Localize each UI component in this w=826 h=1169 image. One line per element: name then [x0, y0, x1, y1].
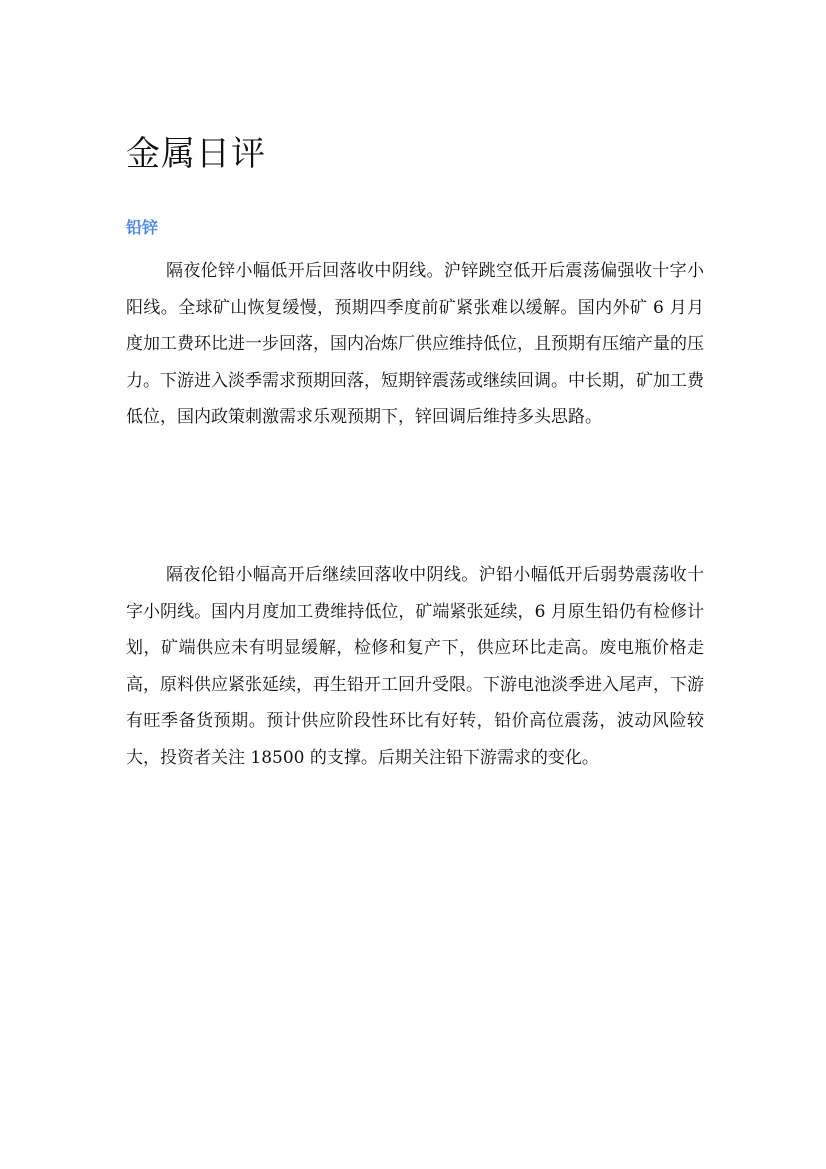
- paragraph-lead-commentary: 隔夜伦铅小幅高开后继续回落收中阴线。沪铅小幅低开后弱势震荡收十字小阴线。国内月度加工费维持低位，矿端紧张延续，6 月原生铅仍有检修计划，矿端供应未有明显缓解，检修和复产下，供应环比走高。废电瓶价格走高，原料供应紧张延续，再生铅开工回升受限。下游电池淡季进入尾声，下游有旺季备货预期。预计供应阶段性环比有好转，铅价高位震荡，波动风险较大，投资者关注 18500 的支撑。后期关注铅下游需求的变化。: [126, 565, 704, 768]
- page-title: 金属日评: [126, 134, 266, 174]
- paragraph-zinc-commentary: 隔夜伦锌小幅低开后回落收中阴线。沪锌跳空低开后震荡偏强收十字小阳线。全球矿山恢复缓慢，预期四季度前矿紧张难以缓解。国内外矿 6 月月度加工费环比进一步回落，国内冶炼厂供应维持低位，且预期有压缩产量的压力。下游进入淡季需求预期回落，短期锌震荡或继续回调。中长期，矿加工费低位，国内政策刺激需求乐观预期下，锌回调后维持多头思路。: [126, 261, 704, 427]
- section-heading-lead-zinc: 铅锌: [126, 218, 159, 237]
